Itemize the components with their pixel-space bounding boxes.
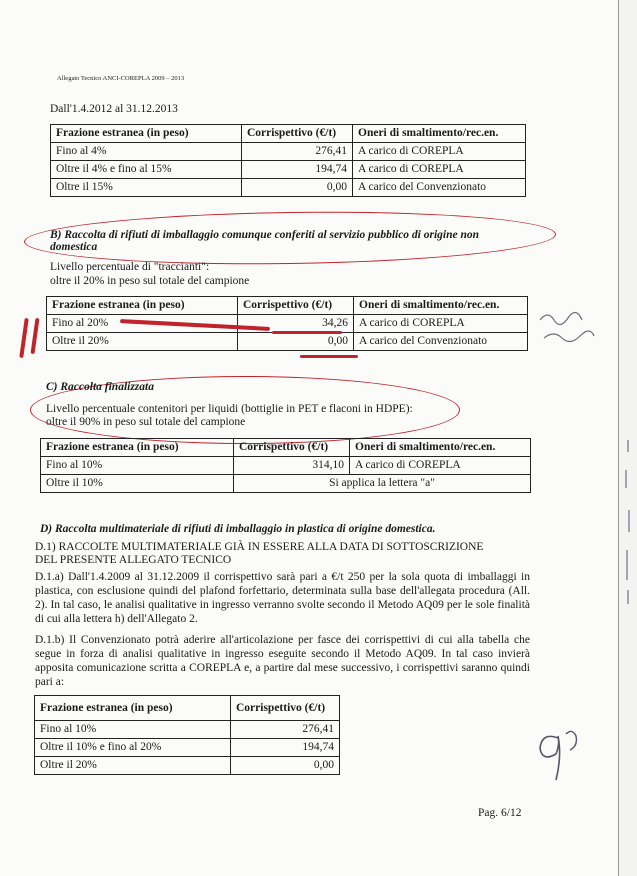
paragraph-d1b: D.1.b) Il Convenzionato potrà aderire all'articolazione per fasce dei corrispettivi di cui alla tabella che segue in forza di analisi qualitative in ingresso eseguite secondo il Metodo AQ09. In tal caso invierà apposita comunicazione scritta a COREPLA e, a partire dal mese successivo, i corrispettivi saranno quindi pari a: xyxy=(35,634,530,688)
col-header: Oneri di smaltimento/rec.en. xyxy=(350,439,531,457)
table-4 xyxy=(34,695,340,775)
col-header: Frazione estranea (in peso) xyxy=(51,125,242,143)
col-header: Corrispettivo (€/t) xyxy=(234,439,350,457)
page-number: Pag. 6/12 xyxy=(478,807,522,819)
document-header: Allegato Tecnico ANCI-COREPLA 2009 – 2013 xyxy=(57,75,185,82)
paragraph-d1a: D.1.a) Dall'1.4.2009 al 31.12.2009 il corrispettivo sarà pari a €/t 250 per la sola quota di imballaggi in plastica, con esclusione quindi del plafond forfettario, determinata sulla base dell'allegata procedura (All. 2). In tal caso, le analisi qualitative in ingresso verranno svolte secondo il Metodo AQ09 per le sole finalità di cui alla lettera h) dell'Allegato 2. xyxy=(35,571,530,625)
handwritten-margin-note xyxy=(536,308,600,351)
section-c-text: oltre il 90% in peso sul totale del campione xyxy=(46,416,246,428)
section-b-title-cont: domestica xyxy=(50,241,98,253)
table-row: Oltre il 20% 0,00 xyxy=(35,757,340,775)
handwritten-initials-icon xyxy=(528,720,588,790)
table-3 xyxy=(40,438,531,493)
period-label: Dall'1.4.2012 al 31.12.2013 xyxy=(50,103,178,115)
table-row: Fino al 10% 314,10 A carico di COREPLA xyxy=(41,457,531,475)
section-d-title: D) Raccolta multimateriale di rifiuti di imballaggio in plastica di origine domestica. xyxy=(40,523,436,535)
col-header: Corrispettivo (€/t) xyxy=(238,297,354,315)
table-1 xyxy=(50,124,526,197)
section-b-text: oltre il 20% in peso sul totale del campione xyxy=(50,275,250,287)
table-row: Fino al 10% 276,41 xyxy=(35,721,340,739)
section-c-text: Livello percentuale contenitori per liquidi (bottiglie in PET e flaconi in HDPE): xyxy=(46,403,413,415)
table-row: Fino al 4% 276,41 A carico di COREPLA xyxy=(51,143,526,161)
red-underline-mark xyxy=(272,331,342,334)
table-row: Oltre il 4% e fino al 15% 194,74 A carico di COREPLA xyxy=(51,161,526,179)
col-header: Oneri di smaltimento/rec.en. xyxy=(353,125,526,143)
scribble-icon xyxy=(536,308,600,346)
table-row: Fino al 20% 34,26 A carico di COREPLA xyxy=(47,315,528,333)
col-header: Frazione estranea (in peso) xyxy=(47,297,238,315)
table-row: Oltre il 10% Si applica la lettera "a" xyxy=(41,475,531,493)
col-header: Frazione estranea (in peso) xyxy=(41,439,234,457)
table-row: Oltre il 15% 0,00 A carico del Convenzionato xyxy=(51,179,526,197)
red-underline-mark xyxy=(300,355,358,358)
section-c-title: C) Raccolta finalizzata xyxy=(46,381,154,393)
section-b-title: B) Raccolta di rifiuti di imballaggio comunque conferiti al servizio pubblico di origine non xyxy=(50,229,480,241)
section-d1-heading: D.1) RACCOLTE MULTIMATERIALE GIÀ IN ESSERE ALLA DATA DI SOTTOSCRIZIONE xyxy=(35,541,484,553)
adjacent-page-text-icon xyxy=(620,430,636,610)
section-b-text: Livello percentuale di "traccianti": xyxy=(50,261,210,273)
col-header: Frazione estranea (in peso) xyxy=(35,696,231,721)
section-d1-heading-cont: DEL PRESENTE ALLEGATO TECNICO xyxy=(35,554,232,566)
col-header: Corrispettivo (€/t) xyxy=(242,125,353,143)
col-header: Oneri di smaltimento/rec.en. xyxy=(354,297,528,315)
table-row: Oltre il 20% 0,00 A carico del Convenzionato xyxy=(47,333,528,351)
table-2 xyxy=(46,296,528,351)
table-row: Oltre il 10% e fino al 20% 194,74 xyxy=(35,739,340,757)
col-header: Corrispettivo (€/t) xyxy=(231,696,340,721)
